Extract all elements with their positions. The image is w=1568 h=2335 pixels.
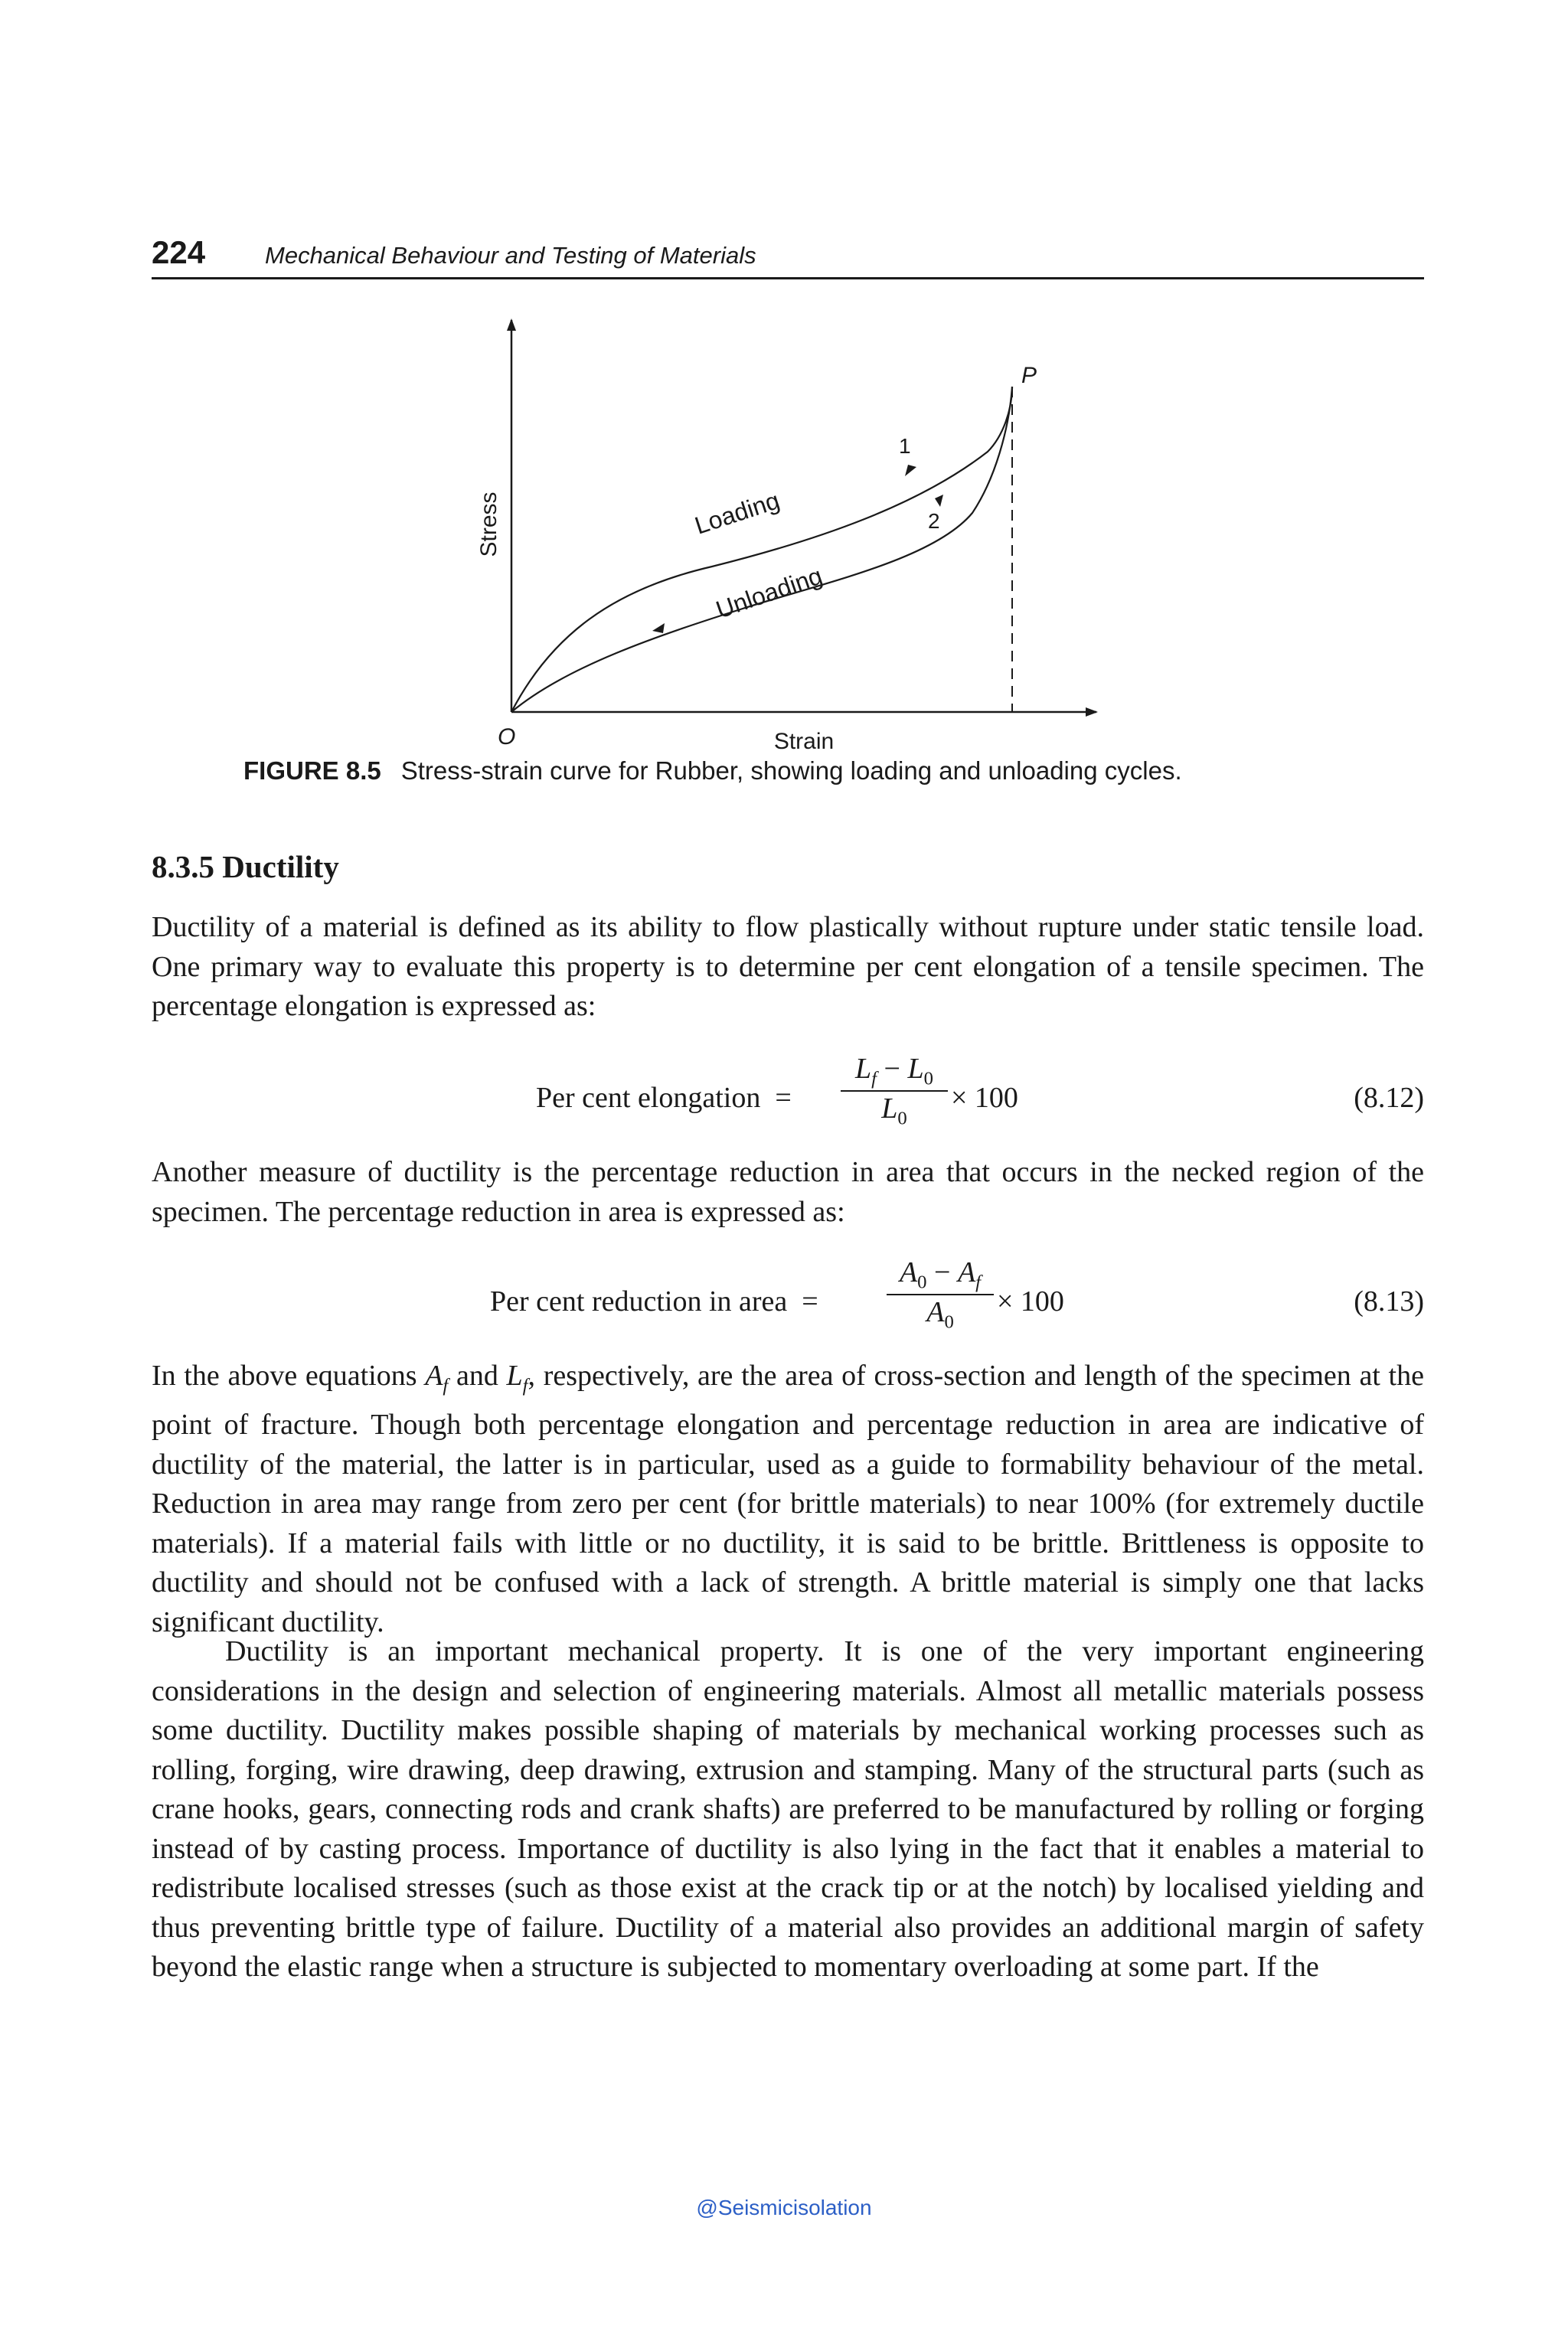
unloading-lower-arrow-icon (652, 623, 665, 633)
eq2-lhs: Per cent reduction in area = (490, 1285, 818, 1318)
loading-arrow-icon (905, 465, 916, 476)
unloading-label: Unloading (712, 561, 826, 624)
origin-label: O (498, 724, 516, 749)
figure-caption-label: FIGURE 8.5 (243, 756, 381, 785)
watermark: @Seismicisolation (696, 2196, 872, 2219)
figure-caption (243, 756, 1468, 785)
arrow-2-label: 2 (928, 509, 940, 533)
page-number: 224 (152, 234, 206, 270)
paragraph-3: In the above equations $A_f$ and $L_f$, respectively, are the area of cross-section and length of the specimen at the point of fracture. Though both percentage elongation and percentage reduction in area are indicative of ductility of the material, the latter is in particular, used as a guide to formability behaviour of the metal. Reduction in area may range from zero per cent (for brittle materials) to near 100% (for extremely ductile materials). If a material fails with little or no ductility, it is said to be brittle. Brittleness is opposite to ductility and should not be confused with a lack of strength. A brittle material is simply one that lacks significant ductility. (152, 1360, 1424, 1638)
eq2-times: × 100 (997, 1285, 1064, 1318)
section-heading: 8.3.5 Ductility (152, 849, 339, 884)
eq1-times: × 100 (951, 1082, 1018, 1114)
running-title: Mechanical Behaviour and Testing of Materials (265, 242, 756, 269)
paragraph-4: Ductility is an important mechanical property. It is one of the very important engineering considerations in the design and selection of engineering materials. Almost all metallic materials possess some ductility. Ductility makes possible shaping of materials by mechanical working processes such as rolling, forging, wire drawing, deep drawing, extrusion and stamping. Many of the structural parts (such as crane hooks, gears, connecting rods and crank shafts) are preferred to be manufactured by rolling or forging instead of by casting process. Importance of ductility is also lying in the fact that it enables a material to redistribute localised stresses (such as those exist at the crack tip or at the notch) by localised yielding and thus preventing brittle type of failure. Ductility of a material also provides an additional margin of safety beyond the elastic range when a structure is subjected to momentary overloading at some part. If the (152, 1635, 1424, 1983)
y-axis-label: Stress (476, 491, 501, 557)
eq2-number: (8.13) (1354, 1285, 1424, 1318)
paragraph-1: Ductility of a material is defined as its ability to flow plastically without rupture under static tensile load. One primary way to evaluate this property is to determine per cent elongation of a tensile specimen. The percentage elongation is expressed as: (152, 911, 1424, 1022)
x-axis-label: Strain (773, 729, 835, 754)
eq1-fraction: $L_f - L_0$ $L_0$ (841, 1052, 948, 1129)
figure-caption-text: Stress-strain curve for Rubber, showing loading and unloading cycles. (400, 756, 1182, 785)
unloading-curve (511, 387, 1012, 712)
unloading-arrow-icon (935, 495, 943, 507)
loading-curve (511, 387, 1012, 712)
eq1-number: (8.12) (1354, 1082, 1424, 1114)
paragraph-2: Another measure of ductility is the percentage reduction in area that occurs in the necked region of the specimen. The percentage reduction in area is expressed as: (152, 1156, 1424, 1228)
eq1-lhs: Per cent elongation = (536, 1082, 792, 1114)
stress-strain-figure (459, 306, 1148, 758)
arrow-1-label: 1 (899, 434, 911, 458)
loading-label: Loading (691, 486, 783, 540)
page-header (152, 231, 1424, 279)
eq2-fraction: $A_0 - A_f$ $A_0$ (887, 1256, 994, 1333)
point-p-label: P (1021, 363, 1037, 388)
